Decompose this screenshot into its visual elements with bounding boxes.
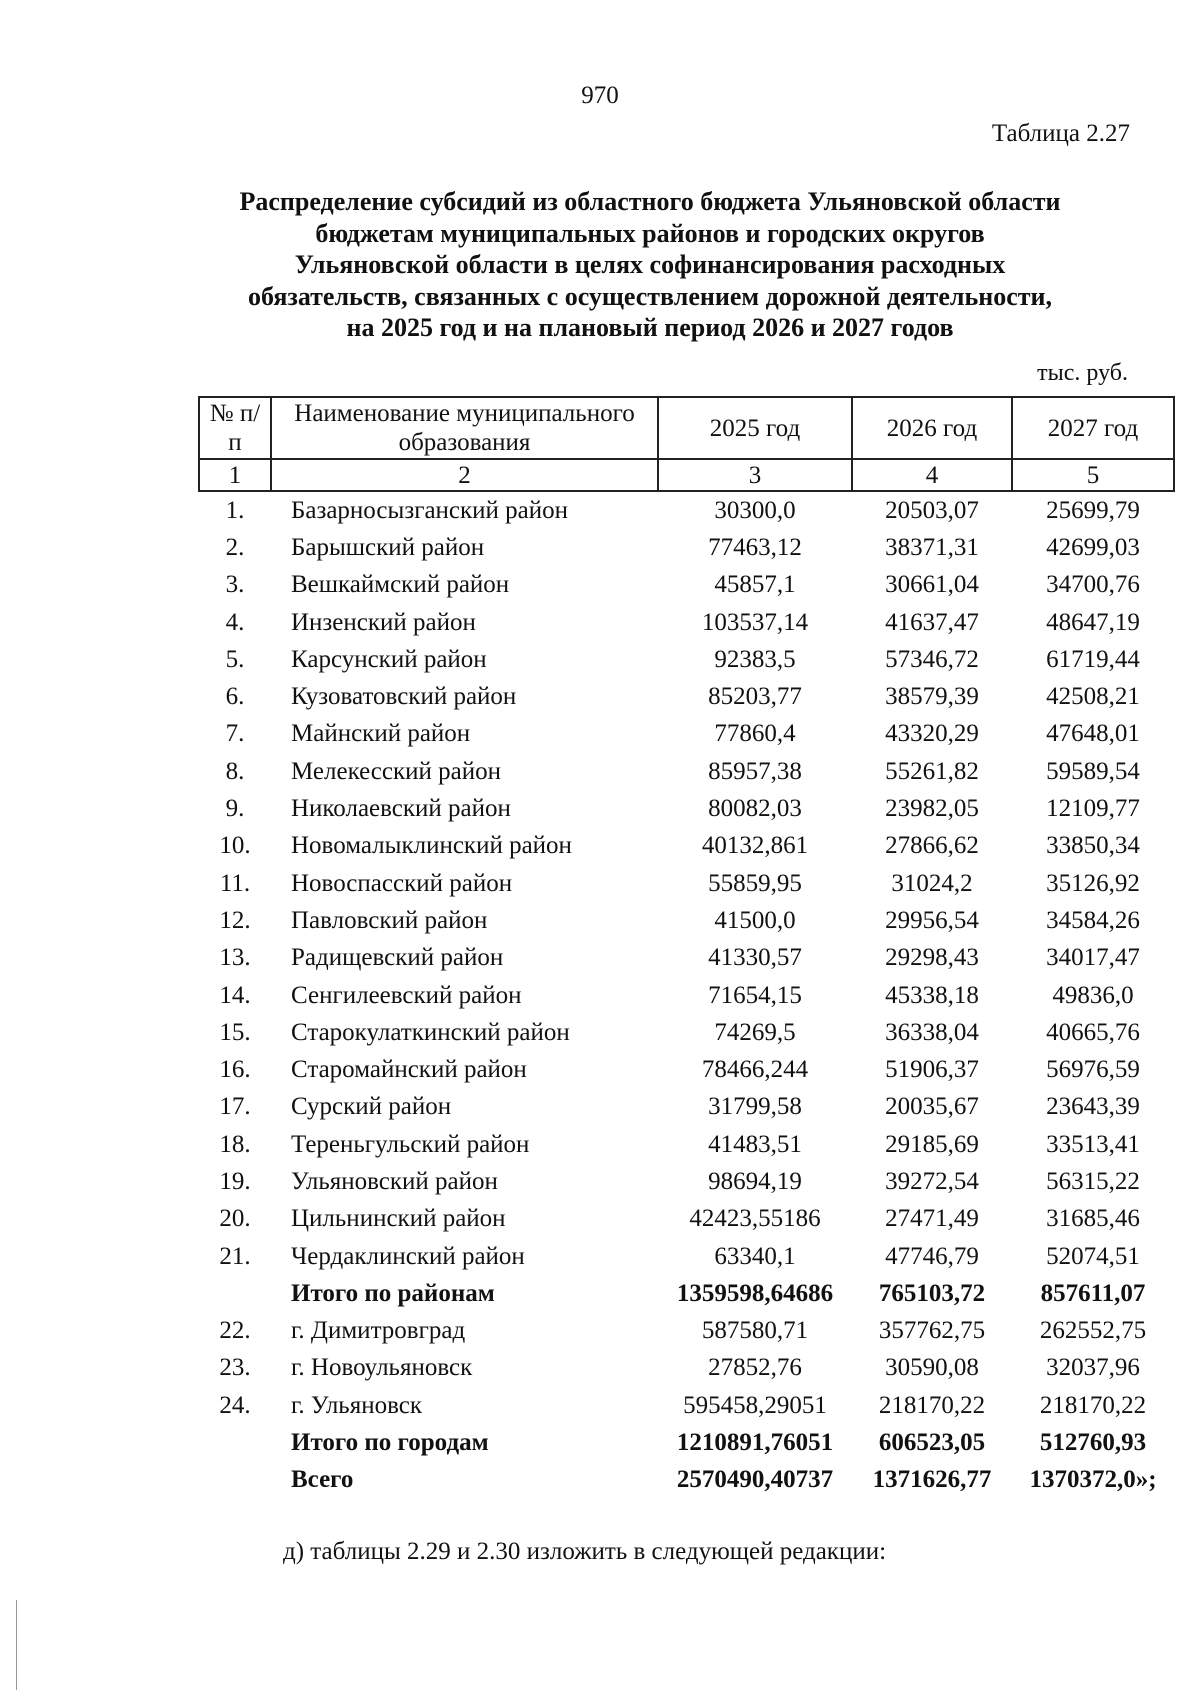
page-number: 970 — [581, 82, 619, 109]
table-row — [199, 1238, 1174, 1275]
municipality-name: Николаевский район — [291, 795, 511, 823]
value-2025: 63340,1 — [714, 1242, 796, 1270]
table-body — [199, 491, 1174, 1499]
value-2026: 38371,31 — [885, 533, 979, 561]
value-2026: 36338,04 — [885, 1018, 979, 1046]
value-2027: 857611,07 — [1040, 1279, 1146, 1307]
value-2026: 27866,62 — [885, 832, 979, 860]
table-row — [199, 716, 1174, 753]
value-2025: 77463,12 — [708, 533, 802, 561]
value-2025: 40132,861 — [701, 832, 809, 860]
index-cell: 1 — [199, 459, 271, 491]
value-2025: 1359598,64686 — [676, 1279, 834, 1307]
row-number: 15. — [219, 1018, 251, 1046]
title-line: Ульяновской области в целях софинансирования расходных — [294, 250, 1006, 279]
table-row — [199, 678, 1174, 715]
municipality-name: Старомайнский район — [291, 1056, 527, 1084]
value-2026: 357762,75 — [878, 1317, 986, 1345]
municipality-name: г. Новоульяновск — [291, 1354, 473, 1382]
value-2025: 78466,244 — [701, 1056, 809, 1084]
value-2026: 31024,2 — [891, 869, 973, 897]
row-number: 5. — [225, 645, 245, 673]
value-2025: 85203,77 — [708, 683, 802, 711]
margin-line — [16, 1600, 17, 1690]
value-2027: 35126,92 — [1046, 869, 1140, 897]
row-number: 22. — [219, 1317, 251, 1345]
municipality-name: Мелекесский район — [291, 757, 502, 785]
value-2027: 12109,77 — [1046, 795, 1140, 823]
value-2025: 30300,0 — [714, 496, 796, 524]
value-2027: 61719,44 — [1046, 645, 1140, 673]
value-2026: 1371626,77 — [872, 1466, 992, 1494]
value-2025: 42423,55186 — [689, 1205, 821, 1233]
row-number: 20. — [219, 1205, 251, 1233]
row-number: 19. — [219, 1167, 251, 1195]
municipality-name: Вешкаймский район — [291, 571, 510, 599]
value-2025: 1210891,76051 — [676, 1429, 834, 1457]
value-2027: 47648,01 — [1046, 720, 1140, 748]
municipality-name: Новомалыклинский район — [291, 832, 572, 860]
value-2026: 43320,29 — [885, 720, 979, 748]
value-2025: 103537,14 — [701, 608, 809, 636]
table-row — [199, 902, 1174, 939]
municipality-name: Тереньгульский район — [291, 1130, 530, 1158]
row-number — [199, 1424, 271, 1461]
value-2025: 41500,0 — [714, 906, 796, 934]
municipality-name: Итого по городам — [291, 1429, 489, 1457]
row-number: 21. — [219, 1242, 251, 1270]
value-2027: 48647,19 — [1046, 608, 1140, 636]
value-2025: 77860,4 — [714, 720, 796, 748]
value-2027: 56315,22 — [1046, 1167, 1140, 1195]
value-2027: 1370372,0»; — [1029, 1466, 1157, 1494]
index-cell: 5 — [1012, 459, 1174, 491]
value-2026: 38579,39 — [885, 683, 979, 711]
value-2027: 34584,26 — [1046, 906, 1140, 934]
value-2027: 23643,39 — [1046, 1093, 1140, 1121]
index-cell: 4 — [852, 459, 1012, 491]
document-title — [200, 186, 1100, 344]
row-number: 23. — [219, 1354, 251, 1382]
value-2027: 512760,93 — [1039, 1429, 1147, 1457]
table-row — [199, 977, 1174, 1014]
title-line: на 2025 год и на плановый период 2026 и 2027 годов — [346, 313, 954, 342]
header-name: Наименование муниципального образования — [271, 397, 658, 459]
value-2027: 52074,51 — [1046, 1242, 1140, 1270]
value-2027: 49836,0 — [1052, 981, 1134, 1009]
table-row — [199, 790, 1174, 827]
municipality-name: Цильнинский район — [291, 1205, 506, 1233]
row-number: 7. — [225, 720, 245, 748]
table-row — [199, 491, 1174, 529]
value-2027: 34700,76 — [1046, 571, 1140, 599]
value-2027: 42508,21 — [1046, 683, 1140, 711]
municipality-name: г. Димитровград — [291, 1317, 466, 1345]
row-number: 16. — [219, 1056, 251, 1084]
value-2025: 595458,29051 — [683, 1391, 827, 1419]
municipality-name: Кузоватовский район — [291, 683, 517, 711]
title-line: обязательств, связанных с осуществлением дорожной деятельности, — [247, 281, 1053, 311]
units-label: тыс. руб. — [1037, 360, 1128, 386]
value-2026: 47746,79 — [885, 1242, 979, 1270]
value-2027: 59589,54 — [1046, 757, 1140, 785]
municipality-name: Павловский район — [291, 906, 488, 934]
row-number: 14. — [219, 981, 251, 1009]
table-row — [199, 1350, 1174, 1387]
table-row — [199, 529, 1174, 566]
municipality-name: Майнский район — [291, 720, 471, 748]
municipality-name: Всего — [291, 1466, 354, 1494]
subsidy-table — [198, 396, 1175, 1499]
value-2027: 218170,22 — [1039, 1391, 1147, 1419]
value-2025: 71654,15 — [708, 981, 802, 1009]
table-header-row — [199, 397, 1174, 459]
value-2025: 31799,58 — [708, 1093, 802, 1121]
municipality-name: Новоспасский район — [291, 869, 513, 897]
value-2025: 55859,95 — [708, 869, 802, 897]
table-index-row — [199, 459, 1174, 491]
row-number: 9. — [225, 795, 245, 823]
index-cell: 2 — [271, 459, 658, 491]
table-row — [199, 1051, 1174, 1088]
value-2027: 33513,41 — [1046, 1130, 1140, 1158]
value-2026: 41637,47 — [885, 608, 979, 636]
table-row — [199, 1126, 1174, 1163]
value-2026: 20035,67 — [885, 1093, 979, 1121]
value-2026: 57346,72 — [885, 645, 979, 673]
row-number: 11. — [219, 869, 251, 897]
value-2027: 31685,46 — [1046, 1205, 1140, 1233]
row-number: 2. — [225, 533, 245, 561]
table-row — [199, 567, 1174, 604]
municipality-name: Сурский район — [291, 1093, 452, 1121]
municipality-name: Инзенский район — [291, 608, 476, 636]
value-2026: 39272,54 — [885, 1167, 979, 1195]
value-2027: 56976,59 — [1046, 1056, 1140, 1084]
value-2026: 29298,43 — [885, 944, 979, 972]
municipality-name: Сенгилеевский район — [291, 981, 522, 1009]
municipality-name: Карсунский район — [291, 645, 487, 673]
header-2025: 2025 год — [658, 397, 852, 459]
row-number: 17. — [219, 1093, 251, 1121]
value-2026: 218170,22 — [878, 1391, 986, 1419]
row-number: 12. — [219, 906, 251, 934]
table-row — [199, 604, 1174, 641]
table-row — [199, 1089, 1174, 1126]
title-line: бюджетам муниципальных районов и городских округов — [315, 218, 985, 248]
value-2026: 55261,82 — [885, 757, 979, 785]
row-number: 10. — [219, 832, 251, 860]
row-number: 6. — [225, 683, 245, 711]
table-row — [199, 1163, 1174, 1200]
municipality-name: Ульяновский район — [291, 1167, 498, 1195]
table-caption: Таблица 2.27 — [991, 120, 1130, 147]
value-2027: 25699,79 — [1046, 496, 1140, 524]
value-2027: 32037,96 — [1046, 1354, 1140, 1382]
title-line: Распределение субсидий из областного бюджета Ульяновской области — [239, 187, 1061, 216]
row-number: 18. — [219, 1130, 251, 1158]
table-row — [199, 641, 1174, 678]
table-row — [199, 1201, 1174, 1238]
table-row — [199, 753, 1174, 790]
value-2025: 41483,51 — [708, 1130, 802, 1158]
value-2025: 98694,19 — [708, 1167, 802, 1195]
value-2025: 41330,57 — [708, 944, 802, 972]
value-2027: 262552,75 — [1039, 1317, 1147, 1345]
row-number: 13. — [219, 944, 251, 972]
row-number — [199, 1275, 271, 1312]
municipality-name: Итого по районам — [291, 1279, 495, 1307]
value-2025: 85957,38 — [708, 757, 802, 785]
value-2026: 606523,05 — [878, 1429, 986, 1457]
total-row — [199, 1275, 1174, 1312]
total-row — [199, 1462, 1174, 1499]
value-2026: 23982,05 — [885, 795, 979, 823]
value-2025: 92383,5 — [714, 645, 796, 673]
header-2027: 2027 год — [1012, 397, 1174, 459]
municipality-name: Старокулаткинский район — [291, 1018, 570, 1046]
value-2027: 34017,47 — [1046, 944, 1140, 972]
value-2025: 74269,5 — [714, 1018, 796, 1046]
row-number — [199, 1462, 271, 1499]
table-row — [199, 1387, 1174, 1424]
value-2027: 40665,76 — [1046, 1018, 1140, 1046]
value-2026: 45338,18 — [885, 981, 979, 1009]
value-2026: 30590,08 — [885, 1354, 979, 1382]
total-row — [199, 1424, 1174, 1461]
value-2027: 42699,03 — [1046, 533, 1140, 561]
instruction-text: д) таблицы 2.29 и 2.30 изложить в следующей редакции: — [283, 1538, 887, 1565]
value-2025: 2570490,40737 — [676, 1466, 834, 1494]
row-number: 8. — [225, 757, 245, 785]
value-2026: 29956,54 — [885, 906, 979, 934]
municipality-name: Барышский район — [291, 533, 485, 561]
value-2026: 29185,69 — [885, 1130, 979, 1158]
value-2026: 20503,07 — [885, 496, 979, 524]
table-row — [199, 940, 1174, 977]
table-row — [199, 865, 1174, 902]
table-row — [199, 1014, 1174, 1051]
value-2025: 80082,03 — [708, 795, 802, 823]
value-2026: 27471,49 — [885, 1205, 979, 1233]
municipality-name: Радищевский район — [291, 944, 504, 972]
row-number: 4. — [225, 608, 245, 636]
table-row — [199, 828, 1174, 865]
header-num: № п/п — [199, 397, 271, 459]
header-2026: 2026 год — [852, 397, 1012, 459]
municipality-name: Чердаклинский район — [291, 1242, 525, 1270]
municipality-name: г. Ульяновск — [291, 1391, 422, 1419]
value-2026: 51906,37 — [885, 1056, 979, 1084]
row-number: 24. — [219, 1391, 251, 1419]
table-row — [199, 1313, 1174, 1350]
value-2025: 45857,1 — [714, 571, 796, 599]
value-2025: 587580,71 — [701, 1317, 809, 1345]
index-cell: 3 — [658, 459, 852, 491]
municipality-name: Базарносызганский район — [291, 496, 569, 524]
row-number: 3. — [225, 571, 245, 599]
value-2026: 765103,72 — [878, 1279, 986, 1307]
value-2027: 33850,34 — [1046, 832, 1140, 860]
value-2026: 30661,04 — [885, 571, 979, 599]
row-number: 1. — [225, 496, 245, 524]
value-2025: 27852,76 — [708, 1354, 802, 1382]
